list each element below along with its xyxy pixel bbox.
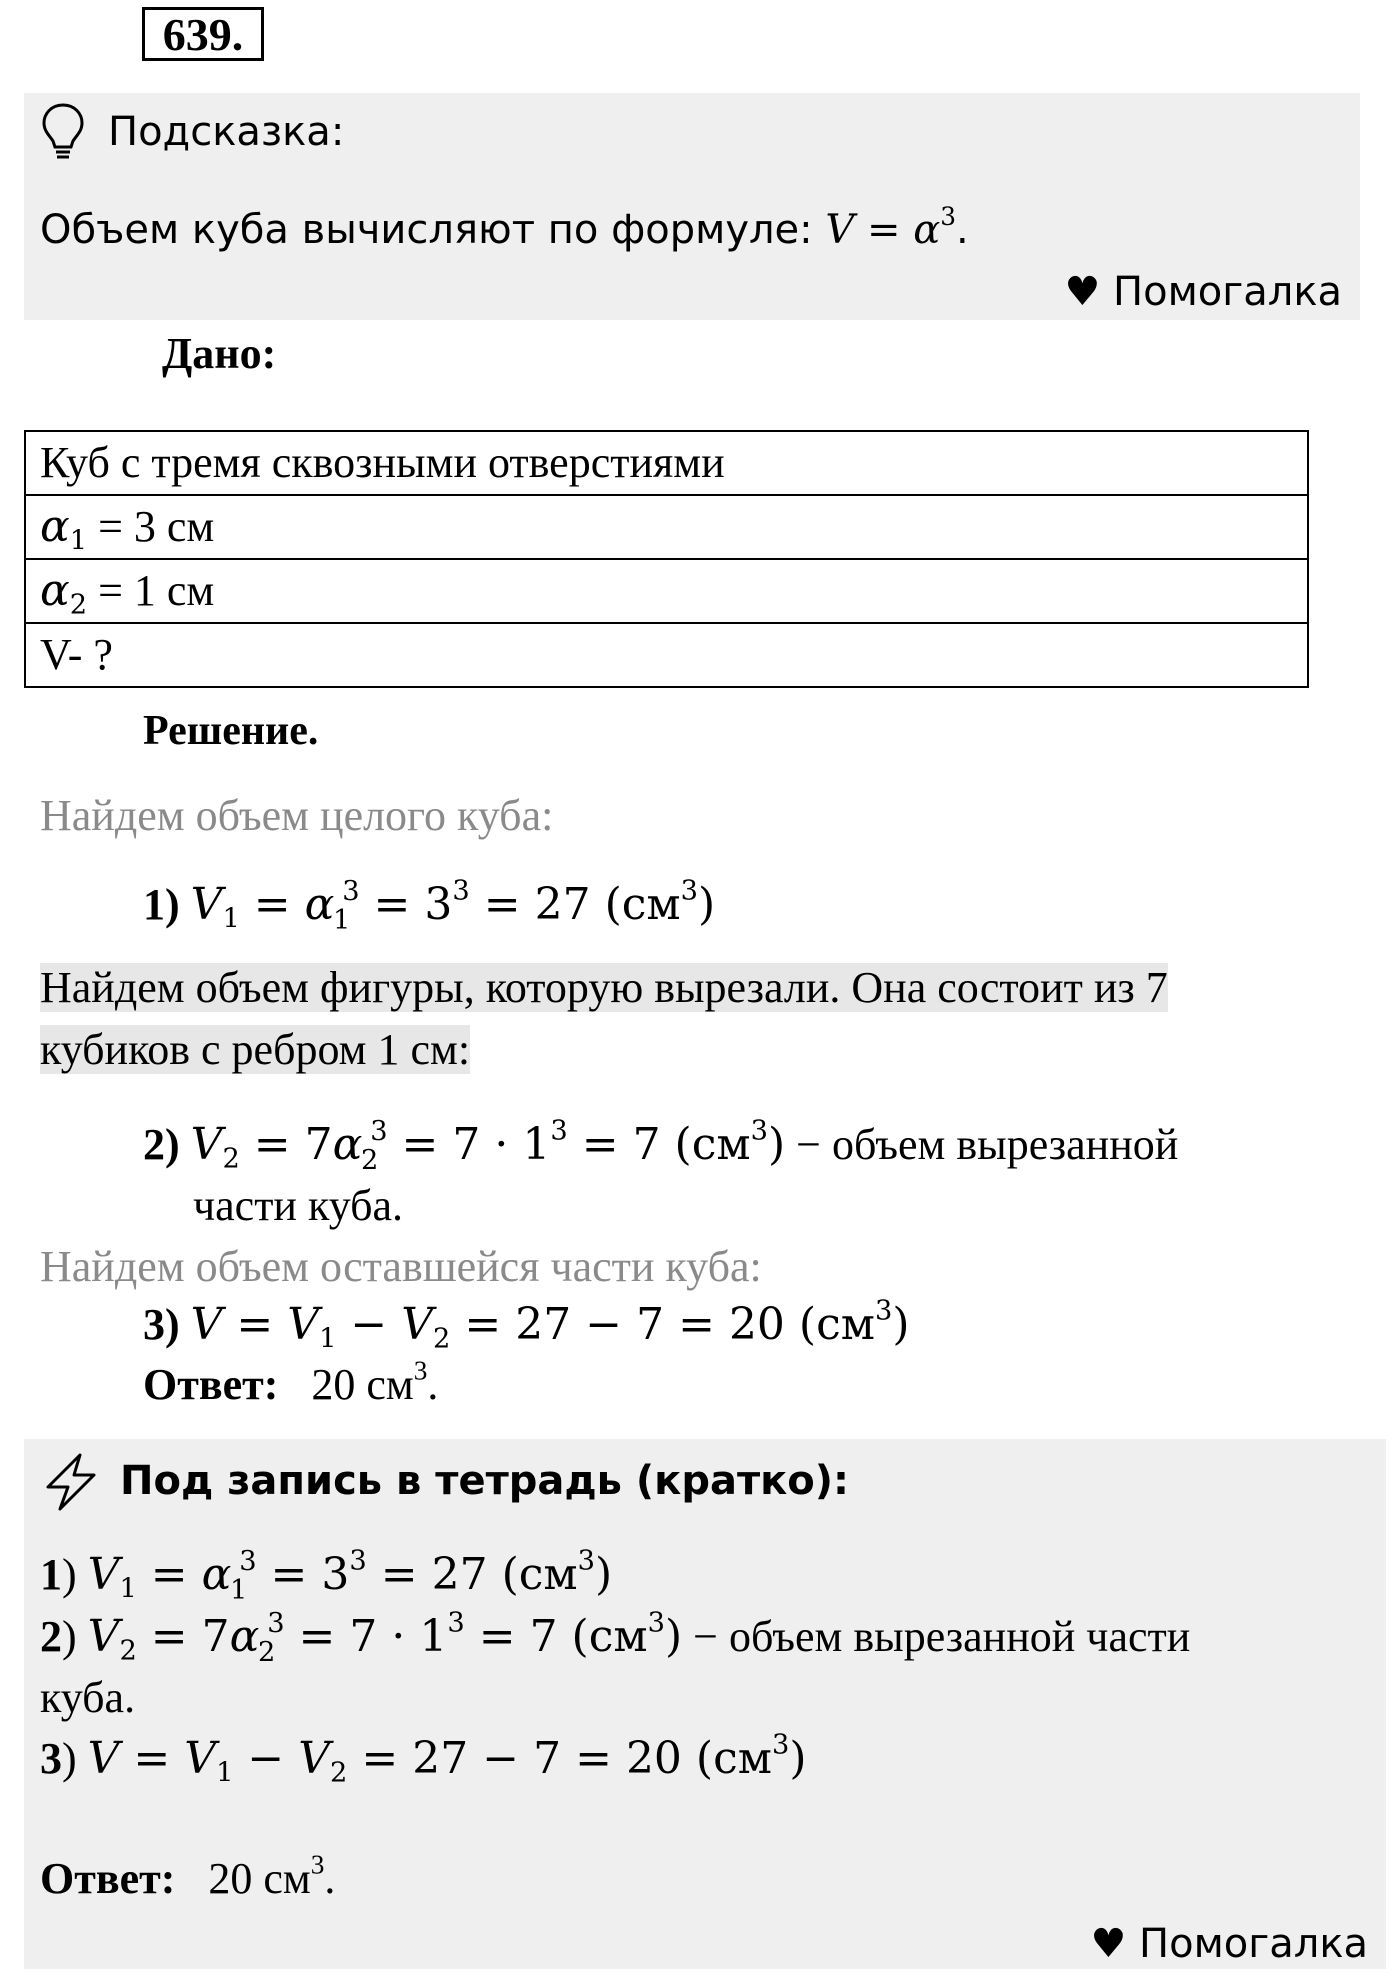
given-cell: V- ?: [25, 623, 1308, 687]
hint-formula-rhs: α: [913, 207, 941, 253]
given-var: α: [40, 565, 70, 616]
note-step-2-continuation: куба.: [40, 1673, 136, 1722]
given-row: [25, 623, 1308, 687]
given-cell: Куб с тремя сквозными отверстиями: [25, 431, 1308, 495]
step-number: 1): [143, 880, 180, 929]
answer-value: 20 см: [311, 1360, 414, 1409]
answer-label: Ответ:: [143, 1360, 279, 1409]
heart-icon: ♥: [1064, 269, 1101, 315]
hint-formula-eq: =: [854, 207, 914, 253]
step-number: 2): [143, 1120, 180, 1169]
given-cell: [25, 559, 1308, 623]
given-sub: 1: [69, 525, 88, 557]
given-row: [25, 431, 1308, 495]
given-heading: Дано:: [162, 329, 277, 378]
task-number: 639.: [142, 7, 264, 61]
hint-formula-exp: 3: [940, 202, 956, 232]
note-step-1: 1) $V_1 = \alpha_1^3 = 3^3 = 27$ $(см^3)$: [40, 1545, 613, 1606]
hint-text-body: Объем куба вычисляют по формуле:: [40, 207, 826, 253]
note-step-2-description: − объем вырезанной части: [682, 1612, 1191, 1661]
hint-title: Подсказка:: [108, 109, 345, 155]
notes-title: Под запись в тетрадь (кратко):: [120, 1458, 850, 1504]
note-step-2: 2) $V_2 = 7\alpha_2^3 = 7 \cdot 1^3 = 7$ $(см^3)$ − объем вырезанной части: [40, 1607, 1191, 1668]
find-cutout-line-1: Найдем объем фигуры, которую вырезали. Она состоит из 7: [40, 963, 1168, 1012]
heart-icon: ♥: [1090, 1921, 1127, 1967]
given-val: = 3 см: [87, 502, 215, 551]
step-2-continuation: части куба.: [193, 1181, 404, 1230]
given-row: [25, 559, 1308, 623]
step-1-formula: 1) $V_1 = \alpha_1^3 = 3^3 = 27$ $(см^3)$: [143, 875, 716, 936]
note-answer: Ответ: 20 $см^3$.: [40, 1849, 336, 1903]
lightbulb-icon: [40, 102, 86, 162]
given-sub: 2: [69, 589, 88, 621]
find-cutout-text: [40, 957, 1360, 1081]
note-answer-value: 20 см: [208, 1854, 311, 1903]
brand-name: Помогалка: [1139, 1921, 1368, 1967]
given-table: [24, 430, 1309, 688]
given-cell: [25, 495, 1308, 559]
lightning-icon: [42, 1452, 100, 1512]
hint-text: [40, 202, 969, 258]
brand-label-bottom: [1090, 1917, 1368, 1971]
given-row: [25, 495, 1308, 559]
brand-name: Помогалка: [1113, 269, 1342, 315]
answer: Ответ: 20 $см^3$.: [143, 1355, 439, 1409]
step-3-formula: 3) $V = V_1 - V_2 = 27 - 7 = 20$ $(см^3)$: [143, 1295, 910, 1355]
hint-text-end: .: [956, 207, 969, 253]
note-answer-label: Ответ:: [40, 1854, 176, 1903]
brand-label: [1064, 265, 1342, 319]
hint-formula-lhs: V: [825, 207, 855, 253]
solution-heading: Решение.: [143, 708, 319, 754]
step-2-formula: 2) $V_2 = 7\alpha_2^3 = 7 \cdot 1^3 = 7$ $(см^3)$ − объем вырезанной: [143, 1115, 1179, 1176]
find-cutout-line-2: кубиков с ребром 1 см:: [40, 1025, 471, 1074]
step-number: 3): [143, 1300, 180, 1349]
given-var: α: [40, 501, 70, 552]
find-whole-cube-text: Найдем объем целого куба:: [40, 791, 554, 840]
find-remaining-text: Найдем объем оставшейся части куба:: [40, 1242, 762, 1291]
step-2-description: − объем вырезанной: [785, 1120, 1179, 1169]
given-val: = 1 см: [87, 566, 215, 615]
note-step-3: 3) $V = V_1 - V_2 = 27 - 7 = 20$ $(см^3)$: [40, 1729, 807, 1789]
